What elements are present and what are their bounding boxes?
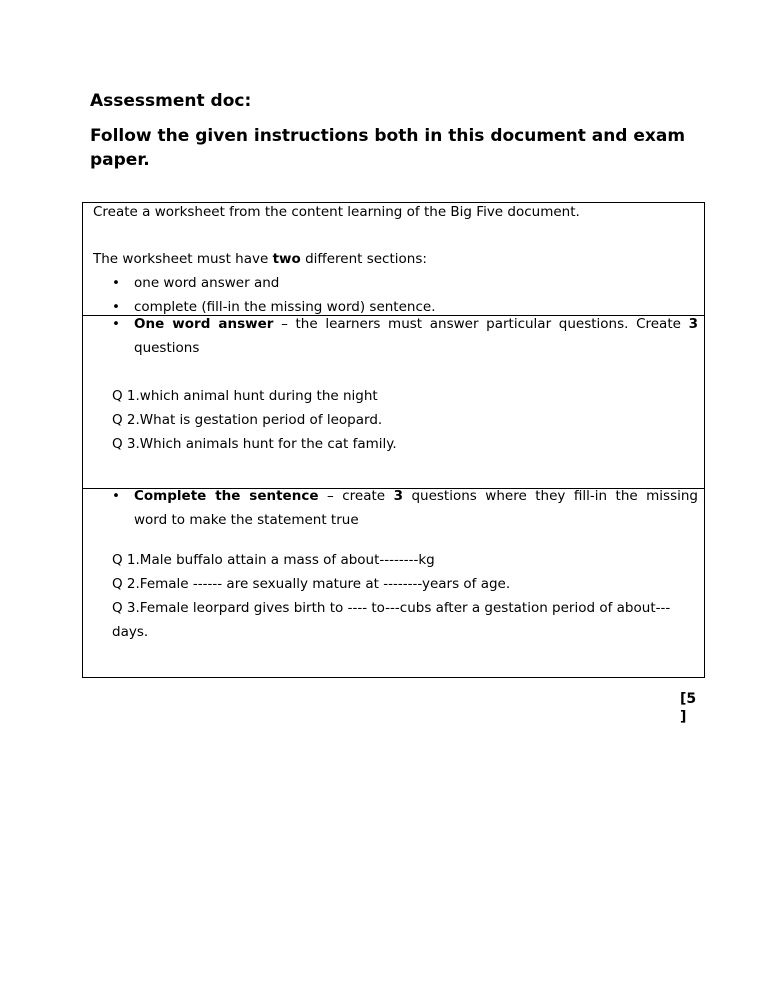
section1-bullet-bold: One word answer	[134, 316, 274, 332]
task-line-2-pre: The worksheet must have	[93, 251, 273, 267]
section2-bullet-line2: word to make the statement true	[134, 512, 359, 528]
bullet-dot: •	[112, 275, 120, 291]
worksheet-table	[82, 202, 705, 678]
section2-bullet-bold: Complete the sentence	[134, 488, 319, 504]
section1-bullet-rest: – the learners must answer particular questions. Create	[273, 316, 689, 332]
section2-question-3-cont: days.	[112, 624, 149, 640]
section1-bullet-num: 3	[688, 316, 698, 332]
task-bullet-2: complete (fill-in the missing word) sentence.	[134, 299, 436, 315]
marks-line-2: ]	[680, 709, 687, 725]
section1-bullet	[134, 312, 698, 336]
task-line-2-bold: two	[272, 251, 301, 267]
bullet-dot: •	[112, 299, 120, 315]
section2-bullet-num: 3	[393, 488, 403, 504]
bullet-dot: •	[112, 316, 120, 332]
section1-bullet-line2: questions	[134, 340, 200, 356]
task-line-2	[93, 247, 427, 271]
section2-question-1: Q 1.Male buffalo attain a mass of about--------kg	[112, 552, 435, 568]
task-line-1: Create a worksheet from the content learning of the Big Five document.	[93, 204, 580, 220]
section2-question-2: Q 2.Female ------ are sexually mature at --------years of age.	[112, 576, 511, 592]
marks-total	[680, 690, 700, 726]
document-title: Assessment doc:	[90, 91, 252, 111]
marks-line-1: [5	[680, 691, 697, 707]
instruction-heading: Follow the given instructions both in this document and exam paper.	[90, 126, 686, 170]
section1-question-1: Q 1.which animal hunt during the night	[112, 388, 378, 404]
task-line-2-post: different sections:	[300, 251, 427, 267]
task-bullet-1: one word answer and	[134, 275, 280, 291]
section2-question-3: Q 3.Female leorpard gives birth to ---- to---cubs after a gestation period of about---	[112, 600, 671, 616]
section2-bullet-pre: – create	[318, 488, 394, 504]
section1-question-2: Q 2.What is gestation period of leopard.	[112, 412, 383, 428]
section1-question-3: Q 3.Which animals hunt for the cat family.	[112, 436, 397, 452]
bullet-dot: •	[112, 488, 120, 504]
section2-bullet-rest: questions where they fill-in the missing	[402, 488, 699, 504]
section2-bullet	[134, 484, 698, 508]
